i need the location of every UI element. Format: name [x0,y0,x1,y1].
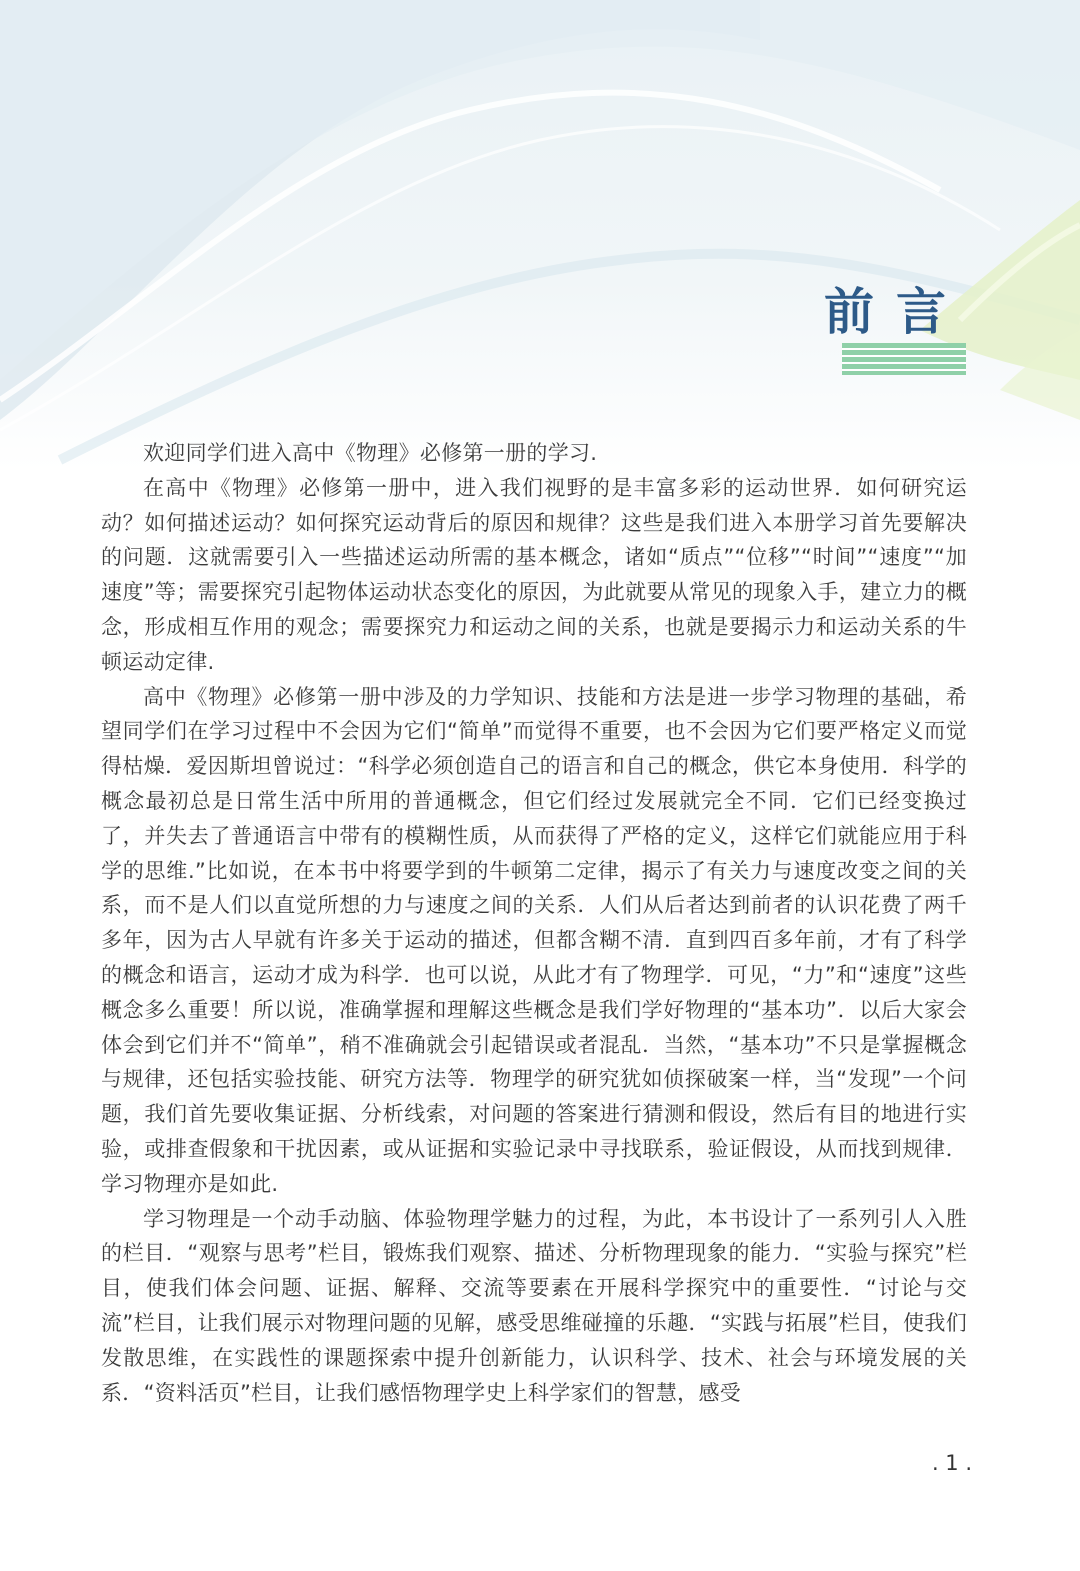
paragraph-4: 学习物理是一个动手动脑、体验物理学魅力的过程，为此，本书设计了一系列引人入胜的栏目．“观察与思考”栏目，锻炼我们观察、描述、分析物理现象的能力．“实验与探究”栏目，使我们体会问题、证据、解释、交流等要素在开展科学探究中的重要性．“讨论与交流”栏目，让我们展示对物理问题的见解，感受思维碰撞的乐趣．“实践与拓展”栏目，使我们发散思维，在实践性的课题探索中提升创新能力，认识科学、技术、社会与环境发展的关系．“资料活页”栏目，让我们感悟物理学史上科学家们的智慧，感受 [101,1206,967,1405]
page-number: . 1 . [931,1451,972,1475]
paragraph-2: 在高中《物理》必修第一册中，进入我们视野的是丰富多彩的运动世界．如何研究运动？如何描述运动？如何探究运动背后的原因和规律？这些是我们进入本册学习首先要解决的问题．这就需要引入一些描述运动所需的基本概念，诸如“质点”“位移”“时间”“速度”“加速度”等；需要探究引起物体运动状态变化的原因，为此就要从常见的现象入手，建立力的概念，形成相互作用的观念；需要探究力和运动之间的关系，也就是要揭示力和运动关系的牛顿运动定律. [101,475,967,674]
title-underline-decoration [842,343,966,375]
page-title: 前言 [824,282,968,341]
paragraph-1: 欢迎同学们进入高中《物理》必修第一册的学习. [143,441,598,465]
paragraph-3: 高中《物理》必修第一册中涉及的力学知识、技能和方法是进一步学习物理的基础，希望同学们在学习过程中不会因为它们“简单”而觉得不重要，也不会因为它们要严格定义而觉得枯燥．爱因斯坦曾说过：“科学必须创造自己的语言和自己的概念，供它本身使用．科学的概念最初总是日常生活中所用的普通概念，但它们经过发展就完全不同．它们已经变换过了，并失去了普通语言中带有的模糊性质，从而获得了严格的定义，这样它们就能应用于科学的思维.”比如说，在本书中将要学到的牛顿第二定律，揭示了有关力与速度改变之间的关系，而不是人们以直觉所想的力与速度之间的关系．人们从后者达到前者的认识花费了两千多年，因为古人早就有许多关于运动的描述，但都含糊不清．直到四百多年前，才有了科学的概念和语言，运动才成为科学．也可以说，从此才有了物理学．可见，“力”和“速度”这些概念多么重要！所以说，准确掌握和理解这些概念是我们学好物理的“基本功”．以后大家会体会到它们并不“简单”，稍不准确就会引起错误或者混乱．当然，“基本功”不只是掌握概念与规律，还包括实验技能、研究方法等．物理学的研究犹如侦探破案一样，当“发现”一个问题，我们首先要收集证据、分析线索，对问题的答案进行猜测和假设，然后有目的地进行实验，或排查假象和干扰因素，或从证据和实验记录中寻找联系，验证假设，从而找到规律．学习物理亦是如此. [101,684,967,1196]
preface-body [101,436,967,1410]
wave-decoration [0,0,1080,470]
decorative-header-background [0,0,1080,470]
